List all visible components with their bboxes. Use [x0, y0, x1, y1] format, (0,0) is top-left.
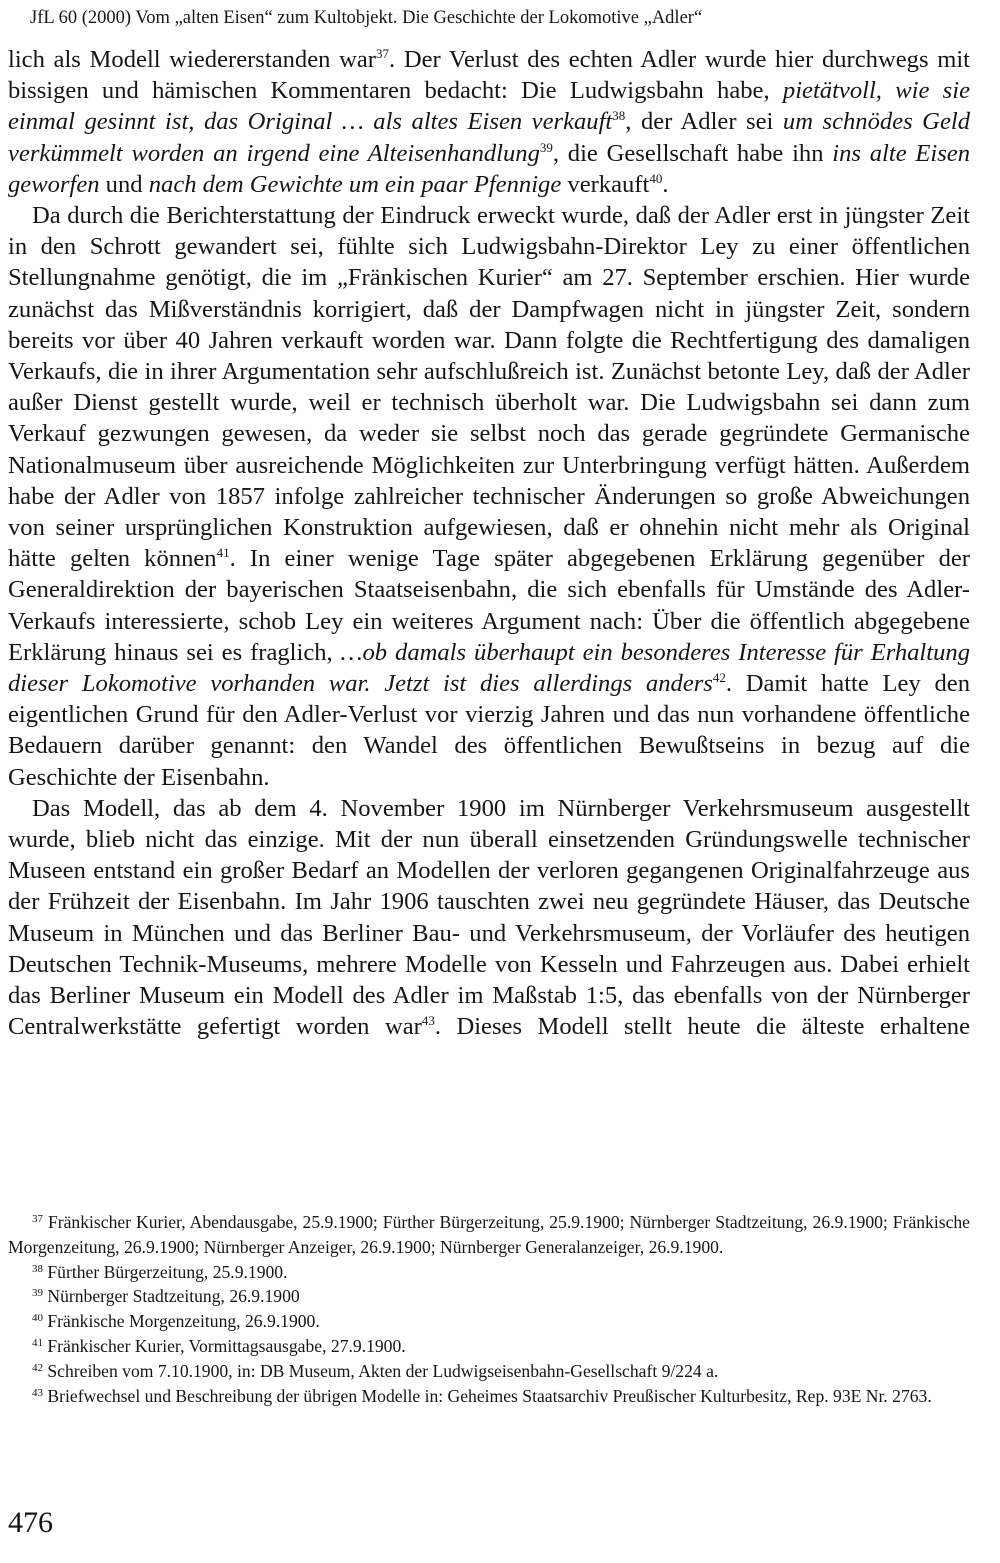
- footnote: [8, 1309, 970, 1334]
- footnote-reference: 40: [649, 170, 663, 186]
- quoted-text: um schnödes Geld verkümmelt worden an irgend eine Alteisenhandlung: [8, 108, 970, 167]
- text-run: . Damit hatte Ley den eigentlichen Grund für den Adler-Verlust vor vierzig Jahren und das nun vorhandene öffentliche Bedauern darüber genannt: den Wandel des öffentlichen Bewußtseins in bezug auf die Geschichte der Eisenbahn.: [8, 670, 970, 791]
- footnote-reference: 38: [612, 108, 626, 124]
- paragraph: [8, 793, 970, 1043]
- footnote: [8, 1284, 970, 1309]
- footnote: [8, 1334, 970, 1359]
- footnote-text: Fränkischer Kurier, Abendausgabe, 25.9.1900; Fürther Bürgerzeitung, 25.9.1900; Nürnberger Stadtzeitung, 26.9.1900; Fränkische Morgenzeitung, 26.9.1900; Nürnberger Anzeiger, 26.9.1900; Nürnberger Generalanzeiger, 26.9.1900.: [8, 1212, 970, 1257]
- quoted-text: …ob damals überhaupt ein besonderes Interesse für Erhaltung dieser Lokomotive vorhanden war. Jetzt ist dies allerdings anders: [8, 638, 970, 698]
- footnote-number: 43: [32, 1386, 43, 1399]
- text-run: lich als Modell wiedererstanden war: [8, 46, 376, 73]
- footnote-reference: 42: [712, 670, 726, 686]
- running-header: JfL 60 (2000) Vom „alten Eisen“ zum Kultobjekt. Die Geschichte der Lokomotive „Adler“: [30, 8, 703, 28]
- text-run: Das Modell, das ab dem 4. November 1900 im Nürnberger Verkehrsmuseum ausgestellt wurde, blieb nicht das einzige. Mit der nun überall einsetzenden Gründungswelle technischer Museen entstand ein großer Bedarf an Modellen der verloren gegangenen Originalfahrzeuge aus der Frühzeit der Eisenbahn. Im Jahr 1906 tauschten zwei neu gegründete Häuser, das Deutsche Museum in München und das Berliner Bau- und Verkehrsmuseum, der Vorläufer des heutigen Deutschen Technik-Museums, mehrere Modelle von Kesseln und Fahrzeugen aus. Dabei erhielt das Berliner Museum ein Modell des Adler im Maßstab 1:5, das ebenfalls von der Nürnberger Centralwerkstätte gefertigt worden war: [8, 794, 970, 1041]
- footnote: [8, 1260, 970, 1285]
- footnote-reference: 43: [421, 1013, 435, 1029]
- footnote-text: Fürther Bürgerzeitung, 25.9.1900.: [43, 1261, 288, 1282]
- text-run: .: [662, 170, 669, 198]
- footnote-number: 40: [32, 1312, 43, 1325]
- text-run: , die Gesellschaft habe ihn: [552, 139, 833, 167]
- footnote: [8, 1384, 970, 1409]
- footnote-text: Fränkischer Kurier, Vormittagsausgabe, 27.9.1900.: [43, 1335, 406, 1356]
- footnote-text: Briefwechsel und Beschreibung der übrigen Modelle in: Geheimes Staatsarchiv Preußischer Kulturbesitz, Rep. 93E Nr. 2763.: [43, 1385, 932, 1406]
- footnote: [8, 1359, 970, 1384]
- text-run: . Dieses Modell stellt heute die älteste erhaltene: [434, 1013, 970, 1041]
- footnote: [8, 1210, 970, 1260]
- footnote-number: 41: [32, 1336, 43, 1349]
- footnotes: [8, 1210, 970, 1408]
- footnote-reference: 39: [539, 139, 553, 155]
- quoted-text: nach dem Gewichte um ein paar Pfennige: [148, 170, 562, 198]
- text-run: , der Adler sei: [625, 108, 783, 136]
- quoted-text: pietätvoll, wie sie einmal gesinnt ist, das Original … als altes Eisen verkauft: [8, 77, 970, 136]
- text-run: . Der Verlust des echten Adler wurde hier durchwegs mit bissigen und hämischen Kommentaren bedacht: Die Ludwigsbahn habe,: [8, 46, 970, 105]
- text-run: verkauft: [561, 170, 650, 198]
- paragraph: [8, 44, 970, 200]
- page-number: 476: [8, 1506, 53, 1539]
- footnote-text: Nürnberger Stadtzeitung, 26.9.1900: [43, 1286, 300, 1307]
- footnote-reference: 41: [216, 545, 230, 561]
- footnote-text: Fränkische Morgenzeitung, 26.9.1900.: [43, 1311, 320, 1332]
- footnote-number: 42: [32, 1361, 43, 1374]
- footnote-number: 38: [32, 1262, 43, 1275]
- footnote-text: Schreiben vom 7.10.1900, in: DB Museum, Akten der Ludwigseisenbahn-Gesellschaft 9/224 a.: [43, 1360, 719, 1381]
- footnote-reference: 37: [375, 46, 389, 61]
- body-text: [8, 44, 970, 1043]
- text-run: und: [99, 170, 149, 198]
- text-run: Da durch die Berichterstattung der Eindruck erweckt wurde, daß der Adler erst in jüngster Zeit in den Schrott gewandert sei, fühlte sich Ludwigsbahn-Direktor Ley zu einer öffentlichen Stellungnahme genötigt, die im „Fränkischen Kurier“ am 27. September erschien. Hier wurde zunächst das Mißverständnis korrigiert, daß der Dampfwagen nicht in jüngster Zeit, sondern bereits vor über 40 Jahren verkauft worden war. Dann folgte die Rechtfertigung des damaligen Verkaufs, die in ihrer Argumentation sehr aufschlußreich ist. Zunächst betonte Ley, daß der Adler außer Dienst gestellt wurde, weil er technisch überholt war. Die Ludwigsbahn sei dann zum Verkauf gezwungen gewesen, da weder sie selbst noch das gerade gegründete Germanische Nationalmuseum über ausreichende Möglichkeiten zur Unterbringung verfügt hätten. Außerdem habe der Adler von 1857 infolge zahlreicher technischer Änderungen so große Abweichungen von seiner ursprünglichen Konstruktion aufgewiesen, daß er ohnehin nicht mehr als Original hätte gelten können: [8, 202, 970, 573]
- paragraph: [8, 200, 970, 793]
- text-run: . In einer wenige Tage später abgegebenen Erklärung gegenüber der Generaldirektion der bayerischen Staatseisenbahn, die sich ebenfalls für Umstände des Adler-Verkaufs interessierte, schob Ley ein weiteres Argument nach: Über die öffentlich abgegebene Erklärung hinaus sei es fraglich,: [8, 545, 970, 666]
- footnote-number: 37: [32, 1213, 43, 1225]
- quoted-text: ins alte Eisen geworfen: [8, 139, 971, 198]
- footnote-number: 39: [32, 1287, 43, 1300]
